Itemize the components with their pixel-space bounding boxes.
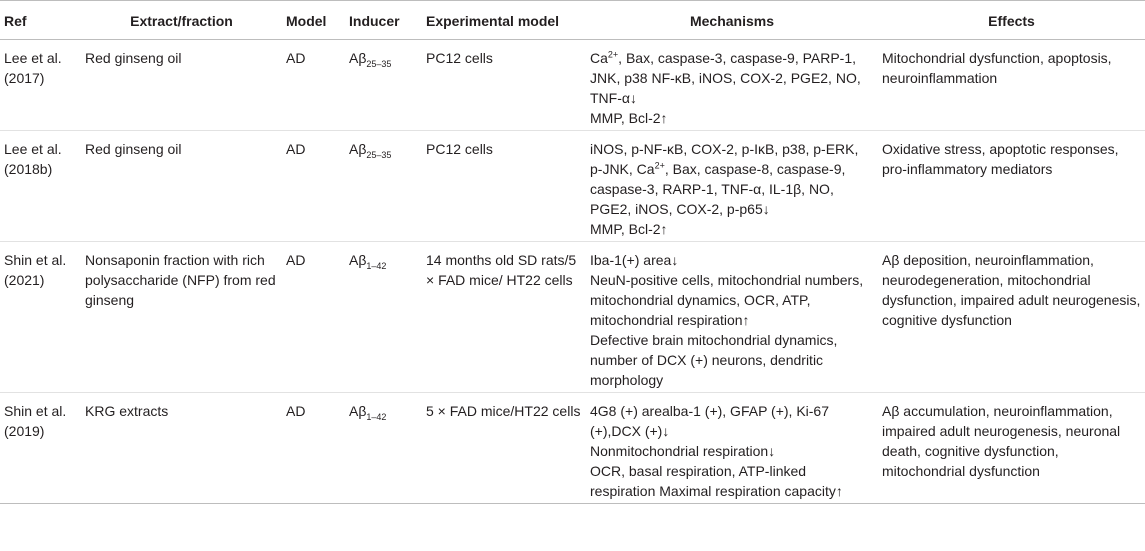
cell-experimental-model: 14 months old SD rats/5 × FAD mice/ HT22 cells — [422, 242, 586, 393]
mechanism-line: MMP, Bcl-2↑ — [590, 221, 668, 237]
header-mechanisms: Mechanisms — [586, 1, 878, 40]
inducer-sub: 25–35 — [366, 58, 392, 69]
cell-extract: Nonsaponin fraction with rich polysaccharide (NFP) from red ginseng — [81, 242, 282, 393]
header-ref: Ref — [0, 1, 81, 40]
cell-ref: Shin et al. (2019) — [0, 393, 81, 504]
cell-model: AD — [282, 393, 345, 504]
mechanism-line: OCR, basal respiration, ATP-linked respiration Maximal respiration capacity↑ — [590, 463, 843, 499]
table-row — [0, 131, 1145, 242]
cell-extract: Red ginseng oil — [81, 131, 282, 242]
cell-mechanisms — [586, 40, 878, 131]
mechanism-line — [590, 48, 874, 108]
inducer-base: Aβ — [349, 50, 367, 66]
cell-effects: Aβ deposition, neuroinflammation, neurodegeneration, mitochondrial dysfunction, impaired adult neurogenesis, cognitive dysfunction — [878, 242, 1145, 393]
cell-experimental-model: PC12 cells — [422, 40, 586, 131]
cell-effects: Mitochondrial dysfunction, apoptosis, neuroinflammation — [878, 40, 1145, 131]
cell-extract: KRG extracts — [81, 393, 282, 504]
header-model: Model — [282, 1, 345, 40]
mechanism-sup: 2+ — [607, 49, 619, 60]
cell-inducer — [345, 131, 422, 242]
mechanism-line — [590, 139, 874, 219]
cell-extract: Red ginseng oil — [81, 40, 282, 131]
table-row — [0, 40, 1145, 131]
mechanism-line: MMP, Bcl-2↑ — [590, 110, 668, 126]
table-row — [0, 242, 1145, 393]
cell-effects: Aβ accumulation, neuroinflammation, impaired adult neurogenesis, neuronal death, cognitive dysfunction, mitochondrial dysfunction — [878, 393, 1145, 504]
cell-model: AD — [282, 131, 345, 242]
cell-model: AD — [282, 40, 345, 131]
cell-inducer — [345, 242, 422, 393]
mechanism-sup: 2+ — [654, 160, 665, 171]
inducer-base: Aβ — [349, 141, 367, 157]
mechanism-line: Nonmitochondrial respiration↓ — [590, 443, 776, 459]
cell-ref: Lee et al. (2018b) — [0, 131, 81, 242]
cell-inducer — [345, 40, 422, 131]
table-row — [0, 393, 1145, 504]
cell-model: AD — [282, 242, 345, 393]
mechanism-line: Iba-1(+) area↓ — [590, 252, 679, 268]
cell-inducer — [345, 393, 422, 504]
cell-mechanisms — [586, 393, 878, 504]
header-effects: Effects — [878, 1, 1145, 40]
inducer-sub: 1–42 — [366, 411, 387, 422]
mechanism-line: 4G8 (+) arealba-1 (+), GFAP (+), Ki-67 (+),DCX (+)↓ — [590, 403, 830, 439]
cell-experimental-model: PC12 cells — [422, 131, 586, 242]
cell-ref: Lee et al. (2017) — [0, 40, 81, 131]
cell-mechanisms — [586, 242, 878, 393]
inducer-base: Aβ — [349, 252, 367, 268]
mechanism-text: , Bax, caspase-3, caspase-9, PARP-1, JNK, p38 NF-κB, iNOS, COX-2, PGE2, NO, TNF-α↓ — [590, 50, 861, 106]
header-row — [0, 1, 1145, 40]
mechanism-text: Ca — [590, 50, 608, 66]
header-extract: Extract/fraction — [81, 1, 282, 40]
cell-effects: Oxidative stress, apoptotic responses, pro-inflammatory mediators — [878, 131, 1145, 242]
mechanism-text: , Bax, caspase-8, caspase-9, caspase-3, RARP-1, TNF-α, IL-1β, NO, PGE2, iNOS, COX-2, p-p65↓ — [590, 161, 846, 217]
header-inducer: Inducer — [345, 1, 422, 40]
inducer-base: Aβ — [349, 403, 367, 419]
header-experimental-model: Experimental model — [422, 1, 586, 40]
cell-mechanisms — [586, 131, 878, 242]
inducer-sub: 25–35 — [366, 149, 392, 160]
mechanism-text: iNOS, p-NF-κB, COX-2, p-IκB, p38, p-ERK, p-JNK, Ca — [590, 141, 859, 177]
cell-experimental-model: 5 × FAD mice/HT22 cells — [422, 393, 586, 504]
cell-ref: Shin et al. (2021) — [0, 242, 81, 393]
inducer-sub: 1–42 — [366, 260, 387, 271]
mechanism-line: Defective brain mitochondrial dynamics, number of DCX (+) neurons, dendritic morphology — [590, 332, 838, 388]
mechanism-line: NeuN-positive cells, mitochondrial numbers, mitochondrial dynamics, OCR, ATP, mitochondrial respiration↑ — [590, 272, 864, 328]
